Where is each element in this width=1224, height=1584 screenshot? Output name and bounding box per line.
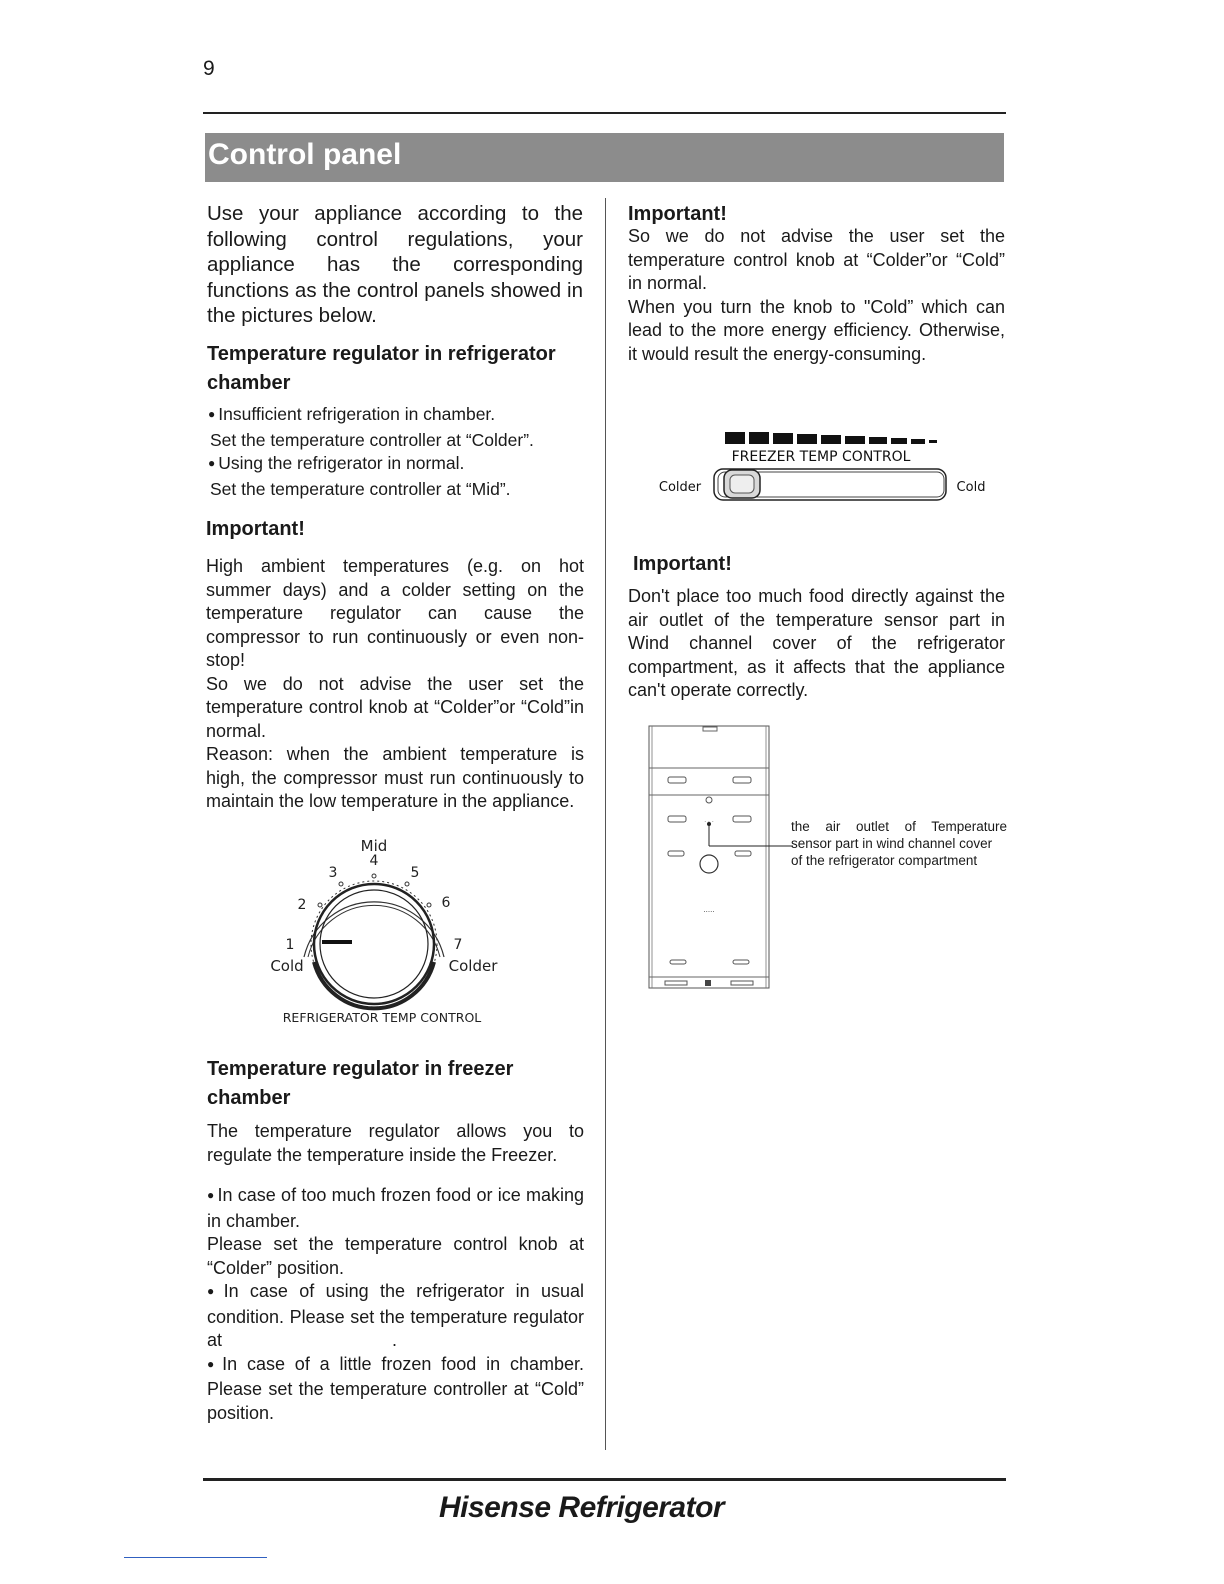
dial-number-3: 3 xyxy=(328,865,338,881)
dial-number-7: 7 xyxy=(453,937,463,953)
paragraph: So we do not advise the user set the temperature control knob at “Colder”or “Cold” in normal. xyxy=(628,226,1005,293)
paragraph: So we do not advise the user set the temperature control knob at “Colder”or “Cold”in normal. xyxy=(206,673,584,741)
list-item-detail: Please set the temperature control knob at “Colder” position. xyxy=(207,1234,584,1278)
paragraph: When you turn the knob to "Cold” which can lead to the more energy efficiency. Otherwise, it would result the energy-consuming. xyxy=(628,296,1005,364)
important-text-right-2: Don't place too much food directly against the air outlet of the temperature sensor part in Wind channel cover of the refrigerator compartment, as it affects that the appliance can't operate correctly. xyxy=(628,586,1005,700)
important-text-right-1 xyxy=(628,225,1005,366)
list-item: ● In case of using the refrigerator in usual condition. Please set the temperature regulator at . xyxy=(207,1281,584,1350)
brand-footer: Hisense Refrigerator xyxy=(439,1491,725,1524)
header-rule xyxy=(203,112,1006,114)
slider-colder-label: Colder xyxy=(658,480,702,495)
caption-line: of the refrigerator compartment xyxy=(791,853,978,868)
svg-text:.....: ..... xyxy=(703,906,715,914)
dial-caption: REFRIGERATOR TEMP CONTROL xyxy=(282,1010,482,1025)
fridge-bullet-list xyxy=(208,403,588,501)
bullet-icon: ● xyxy=(207,1284,221,1298)
page-title: Control panel xyxy=(208,138,402,171)
footer-rule xyxy=(203,1478,1006,1481)
list-item-detail: Set the temperature controller at “Colder”. xyxy=(210,429,534,450)
dial-number-2: 2 xyxy=(297,897,307,913)
freezer-bullet-list xyxy=(207,1184,584,1425)
caption-line: sensor part in wind channel cover xyxy=(791,836,993,851)
paragraph: Reason: when the ambient temperature is high, the compressor must run continuously to maintain the low temperature in the appliance. xyxy=(206,744,584,811)
fridge-temp-dial xyxy=(240,832,520,1032)
bottom-link-underline xyxy=(124,1557,267,1558)
sensor-caption xyxy=(791,818,1007,869)
bullet-icon: ● xyxy=(208,456,216,470)
leader-line xyxy=(709,845,793,849)
svg-text:. . .: . . . xyxy=(704,817,714,824)
slider-cold-label: Cold xyxy=(956,480,986,495)
list-item: ● Using the refrigerator in normal. xyxy=(208,453,465,473)
freezer-temp-slider xyxy=(650,428,1000,508)
dial-number-1: 1 xyxy=(285,937,295,953)
list-item: ● In case of a little frozen food in chamber. Please set the temperature controller at “Cold” position. xyxy=(207,1353,584,1423)
important-heading-left: Important! xyxy=(206,518,305,540)
bullet-icon: ● xyxy=(207,1188,215,1202)
intro-paragraph: Use your appliance according to the following control regulations, your appliance has the corresponding functions as the control panels showed in the pictures below. xyxy=(207,202,583,328)
column-divider xyxy=(605,198,606,1450)
important-text-left xyxy=(206,555,584,814)
title-bar xyxy=(205,133,1004,182)
list-item: ● In case of too much frozen food or ice making in chamber. xyxy=(207,1185,585,1231)
dial-number-4: 4 xyxy=(369,853,379,869)
page-number: 9 xyxy=(203,57,215,80)
caption-line: the air outlet of Temperature xyxy=(791,819,1007,834)
list-item-detail: Set the temperature controller at “Mid”. xyxy=(210,478,511,499)
dial-number-6: 6 xyxy=(441,895,451,911)
important-heading-right-1: Important! xyxy=(628,203,727,225)
dial-cold-label: Cold xyxy=(270,957,304,975)
dial-number-5: 5 xyxy=(410,865,420,881)
dial-mid-label: Mid xyxy=(360,837,388,855)
fridge-heading: Temperature regulator in refrigerator chamber xyxy=(207,343,556,394)
wind-channel-cover-diagram xyxy=(645,722,775,992)
important-heading-right-2: Important! xyxy=(633,553,732,575)
dial-colder-label: Colder xyxy=(448,957,498,975)
bullet-icon: ● xyxy=(207,1356,220,1371)
list-item: ● Insufficient refrigeration in chamber. xyxy=(208,404,496,424)
freezer-heading: Temperature regulator in freezer chamber xyxy=(207,1058,514,1109)
bullet-icon: ● xyxy=(208,407,216,421)
slider-title: FREEZER TEMP CONTROL xyxy=(731,449,911,465)
freezer-intro: The temperature regulator allows you to regulate the temperature inside the Freezer. xyxy=(207,1121,584,1165)
paragraph: High ambient temperatures (e.g. on hot summer days) and a colder setting on the temperature regulator can cause the compressor to run continuously or even non-stop! xyxy=(206,556,584,670)
